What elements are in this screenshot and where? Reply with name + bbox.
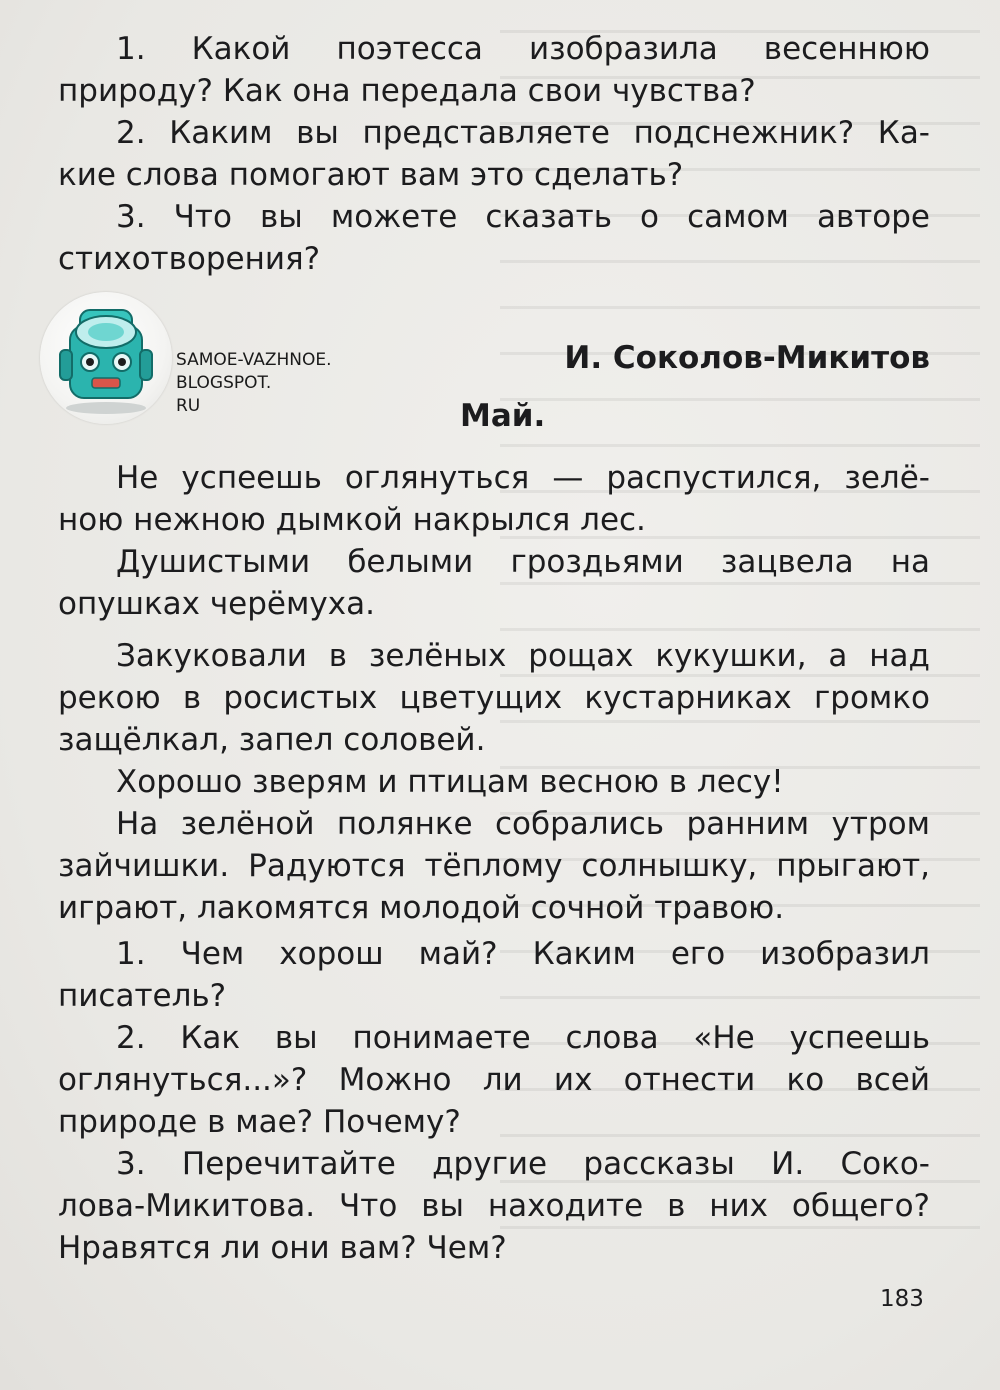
bottom-question-2-line-3: природе в мае? Почему? [58, 1104, 461, 1140]
question-2-line-2: кие слова помогают вам это сделать? [58, 157, 684, 193]
paragraph-1-line-1: Не успеешь оглянуться — распустился, зелё- [116, 460, 930, 496]
paragraph-2-line-2: опушках черёмуха. [58, 586, 375, 622]
bottom-question-2-line-1: 2. Как вы понимаете слова «Не успеешь [116, 1020, 930, 1056]
question-1-line-1: 1. Какой поэтесса изобразила весеннюю [116, 31, 930, 67]
story-text [58, 457, 930, 929]
questions-top [58, 28, 930, 280]
paragraph-3-line-3: защёлкал, запел соловей. [58, 722, 486, 758]
question-3-line-2: стихотворения? [58, 241, 321, 277]
question-3-line-1: 3. Что вы можете сказать о самом авторе [116, 199, 930, 235]
bottom-question-1-line-1: 1. Чем хорош май? Каким его изобразил [116, 936, 930, 972]
paragraph-1-line-2: ною нежною дымкой накрылся лес. [58, 502, 646, 538]
paragraph-5-line-2: зайчишки. Радуются тёплому солнышку, прыгают, [58, 848, 930, 884]
author-name: И. Соколов-Микитов [564, 340, 930, 376]
questions-bottom [58, 933, 930, 1269]
paragraph-3-line-2: рекою в росистых цветущих кустарниках громко [58, 680, 930, 716]
bottom-question-3-line-3: Нравятся ли они вам? Чем? [58, 1230, 507, 1266]
bottom-question-3-line-1: 3. Перечитайте другие рассказы И. Соко- [116, 1146, 930, 1182]
bottom-question-2-line-2: оглянуться...»? Можно ли их отнести ко всей [58, 1062, 930, 1098]
watermark-line-2: BLOGSPOT. [176, 373, 272, 393]
story-title: Май. [460, 398, 546, 434]
watermark-line-1: SAMOE-VAZHNOE. [176, 350, 332, 370]
question-2-line-1: 2. Каким вы представляете подснежник? Ка- [116, 115, 930, 151]
page-number: 183 [880, 1286, 924, 1312]
robot-icon[interactable] [40, 292, 172, 424]
paragraph-4-line-1: Хорошо зверям и птицам весною в лесу! [116, 764, 784, 800]
watermark-line-3: RU [176, 396, 201, 416]
paragraph-5-line-3: играют, лакомятся молодой сочной травою. [58, 890, 785, 926]
bottom-question-1-line-2: писатель? [58, 978, 227, 1014]
watermark-text[interactable] [176, 349, 332, 418]
question-1-line-2: природу? Как она передала свои чувства? [58, 73, 756, 109]
paragraph-2-line-1: Душистыми белыми гроздьями зацвела на [116, 544, 930, 580]
bottom-question-3-line-2: лова-Микитова. Что вы находите в них общего? [58, 1188, 930, 1224]
paragraph-5-line-1: На зелёной полянке собрались ранним утром [116, 806, 930, 842]
paragraph-3-line-1: Закуковали в зелёных рощах кукушки, а над [116, 638, 930, 674]
